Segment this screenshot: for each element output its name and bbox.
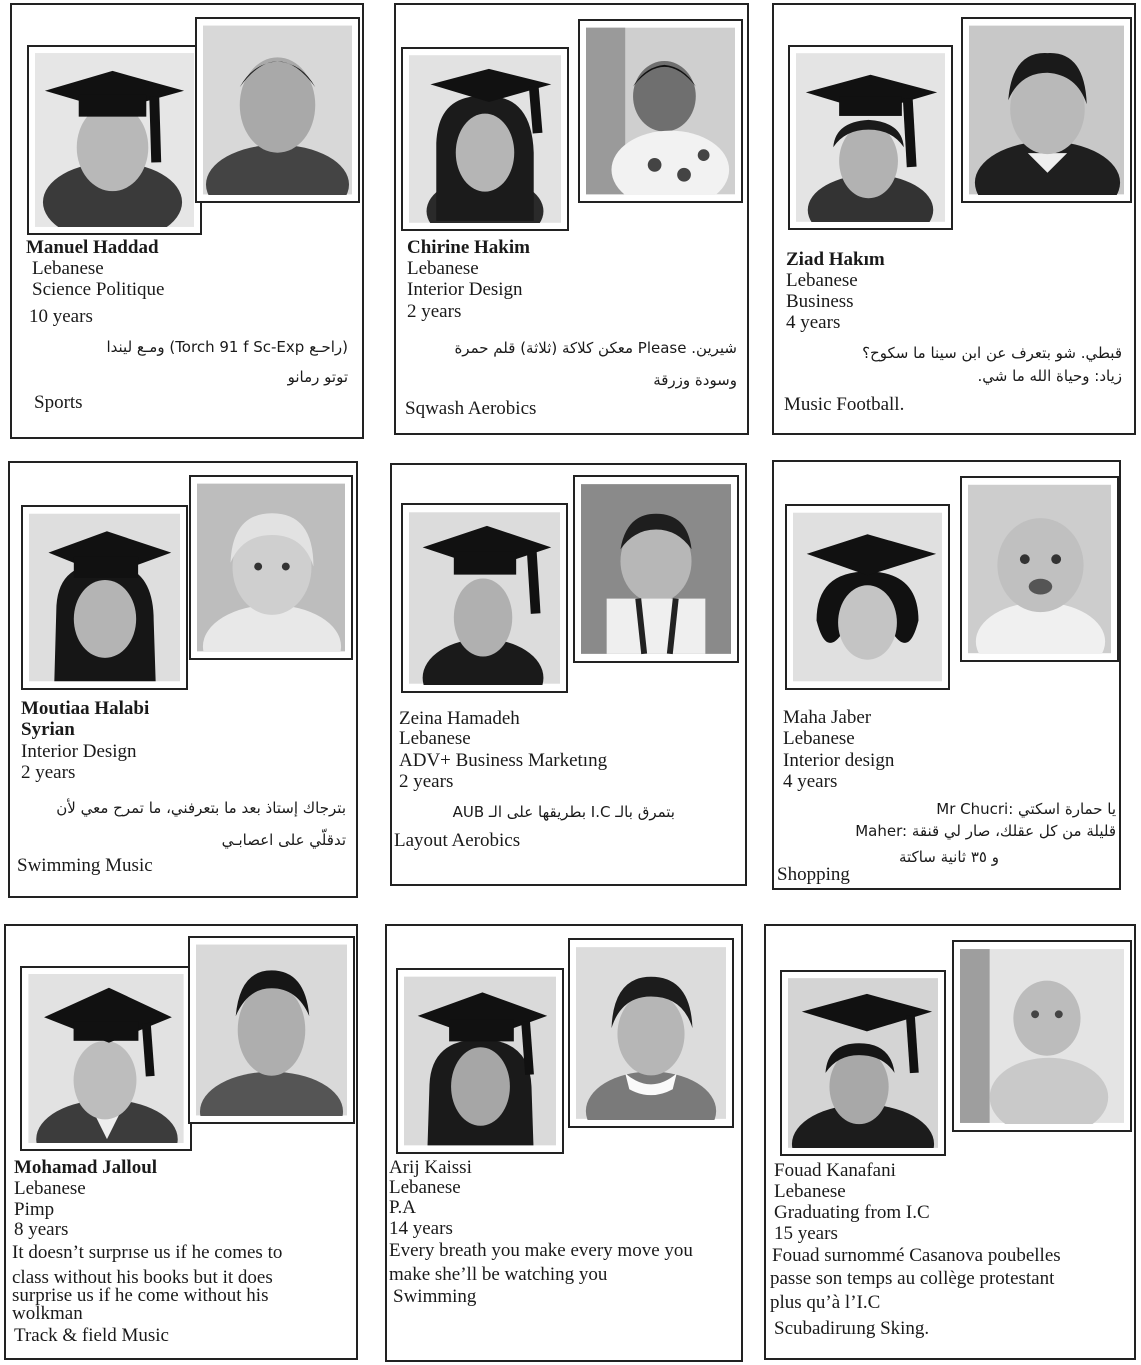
student-name: Arij Kaissi — [389, 1157, 472, 1178]
student-card — [385, 924, 743, 1362]
nationality: Lebanese — [389, 1177, 461, 1198]
major: Graduating from I.C — [774, 1202, 930, 1223]
childhood-photo — [578, 19, 743, 203]
student-card — [772, 460, 1121, 890]
major: Interior Design — [21, 741, 137, 762]
student-name: Chirine Hakim — [407, 237, 530, 258]
baby-portrait-icon — [960, 948, 1124, 1124]
student-card — [394, 3, 749, 435]
graduate-portrait-icon — [404, 976, 556, 1146]
comment-line: Every breath you make every move you — [389, 1240, 693, 1261]
graduate-portrait-icon — [409, 55, 561, 223]
graduation-photo — [401, 47, 569, 231]
childhood-photo — [952, 940, 1132, 1132]
student-name: Zeina Hamadeh — [399, 708, 520, 729]
graduation-photo — [788, 45, 953, 230]
nationality: Lebanese — [783, 728, 855, 749]
comment-line: Maher: قليلة من كل عقلك، صار لي قنقة — [855, 822, 1116, 840]
hobbies: Shopping — [777, 864, 850, 885]
student-card — [772, 3, 1136, 435]
comment-line: (راحـع Torch 91 f Sc-Exp) ومـع ليندا — [106, 338, 348, 356]
graduation-photo — [20, 966, 192, 1151]
comment-line: surprise us if he come without his — [12, 1285, 269, 1306]
nationality: Lebanese — [14, 1178, 86, 1199]
graduate-portrait-icon — [793, 512, 942, 682]
comment-line: بترجاك إستاذ بعد ما بتعرفني، ما تمرح معي لأن — [56, 799, 346, 817]
major: P.A — [389, 1197, 416, 1218]
graduation-photo — [21, 505, 188, 690]
comment-line: plus qu’à l’I.C — [770, 1292, 881, 1313]
hobbies: Scubadiruıng Sking. — [774, 1318, 930, 1339]
graduation-photo — [401, 503, 568, 693]
graduate-portrait-icon — [796, 53, 945, 222]
hobbies: Track & field Music — [14, 1325, 169, 1346]
hobbies: Music Football. — [784, 394, 905, 415]
comment-line: It doesn’t surprıse us if he comes to — [12, 1242, 283, 1263]
student-name: Mohamad Jalloul — [14, 1157, 158, 1178]
comment-line: وسودة وزرقة — [653, 371, 737, 389]
baby-portrait-icon — [968, 484, 1111, 654]
major: ADV+ Business Marketıng — [399, 750, 608, 771]
years-at-school: 2 years — [407, 301, 462, 322]
nationality: Lebanese — [786, 270, 858, 291]
comment-line: و ٣٥ ثانية ساكتة — [898, 848, 999, 866]
years-at-school: 14 years — [389, 1218, 453, 1239]
years-at-school: 8 years — [14, 1219, 69, 1240]
graduation-photo — [396, 968, 564, 1154]
student-name: Moutiaa Halabi — [21, 698, 150, 719]
years-at-school: 2 years — [21, 762, 76, 783]
portrait-icon — [196, 944, 347, 1116]
years-at-school: 4 years — [786, 312, 841, 333]
comment-line: توتو رمانو — [287, 368, 348, 386]
comment-line: زياد: وحياة الله ما شي. — [977, 367, 1122, 385]
portrait-icon — [203, 25, 352, 195]
comment-line: شيرين. Please معكن كلاكة (ثلاثة) قلم حمرة — [454, 339, 737, 357]
hobbies: Sqwash Aerobics — [405, 398, 537, 419]
student-card — [390, 463, 747, 886]
graduate-portrait-icon — [788, 978, 938, 1148]
comment-line: Mr Chucri: يا حمارة اسكتي — [936, 800, 1116, 818]
years-at-school: 15 years — [774, 1223, 838, 1244]
nationality: Syrian — [21, 719, 75, 740]
graduate-portrait-icon — [29, 513, 180, 682]
child-portrait-icon — [586, 27, 735, 195]
nationality: Lebanese — [407, 258, 479, 279]
graduate-portrait-icon — [35, 53, 194, 227]
comment-line: Fouad surnommé Casanova poubelles — [772, 1245, 1061, 1266]
childhood-photo — [188, 936, 355, 1124]
child-portrait-icon — [581, 483, 731, 655]
student-name: Manuel Haddad — [26, 237, 159, 258]
student-name: Maha Jaber — [783, 707, 872, 728]
student-card — [764, 924, 1136, 1360]
nationality: Lebanese — [32, 258, 104, 279]
hobbies: Swimming — [393, 1286, 477, 1307]
childhood-photo — [195, 17, 360, 203]
major: Interior Design — [407, 279, 523, 300]
graduation-photo — [785, 504, 950, 690]
major: Business — [786, 291, 854, 312]
hobbies: Sports — [34, 392, 83, 413]
childhood-photo — [189, 475, 353, 660]
hobbies: Swimming Music — [17, 855, 153, 876]
comment-line: wolkman — [12, 1303, 83, 1324]
graduation-photo — [780, 970, 946, 1156]
nationality: Lebanese — [774, 1181, 846, 1202]
comment-line: قبطي. شو بتعرف عن ابن سينا ما سكوح؟ — [862, 344, 1122, 362]
graduation-photo — [27, 45, 202, 235]
child-portrait-icon — [969, 25, 1124, 195]
graduate-portrait-icon — [409, 511, 560, 685]
child-portrait-icon — [576, 946, 726, 1120]
student-card — [10, 3, 364, 439]
major: Science Politique — [32, 279, 165, 300]
major: Interior design — [783, 750, 895, 771]
years-at-school: 10 years — [29, 306, 93, 327]
student-card — [8, 461, 358, 898]
comment-line: بتمرق بالـ I.C بطريقها على الـ AUB — [452, 803, 675, 821]
comment-line: تدقلّي على اعصابـي — [221, 831, 346, 849]
hobbies: Layout Aerobics — [394, 830, 521, 851]
years-at-school: 2 years — [399, 771, 454, 792]
child-portrait-icon — [197, 483, 345, 652]
childhood-photo — [568, 938, 734, 1128]
comment-line: class without his books but it does — [12, 1267, 273, 1288]
childhood-photo — [960, 476, 1119, 662]
student-card — [4, 924, 358, 1360]
nationality: Lebanese — [399, 728, 471, 749]
student-name: Fouad Kanafani — [774, 1160, 896, 1181]
childhood-photo — [961, 17, 1132, 203]
graduate-portrait-icon — [28, 974, 184, 1143]
student-name: Ziad Hakım — [786, 249, 885, 270]
major: Pimp — [14, 1199, 55, 1220]
childhood-photo — [573, 475, 739, 663]
years-at-school: 4 years — [783, 771, 838, 792]
comment-line: make she’ll be watching you — [389, 1264, 608, 1285]
comment-line: passe son temps au collège protestant — [770, 1268, 1055, 1289]
